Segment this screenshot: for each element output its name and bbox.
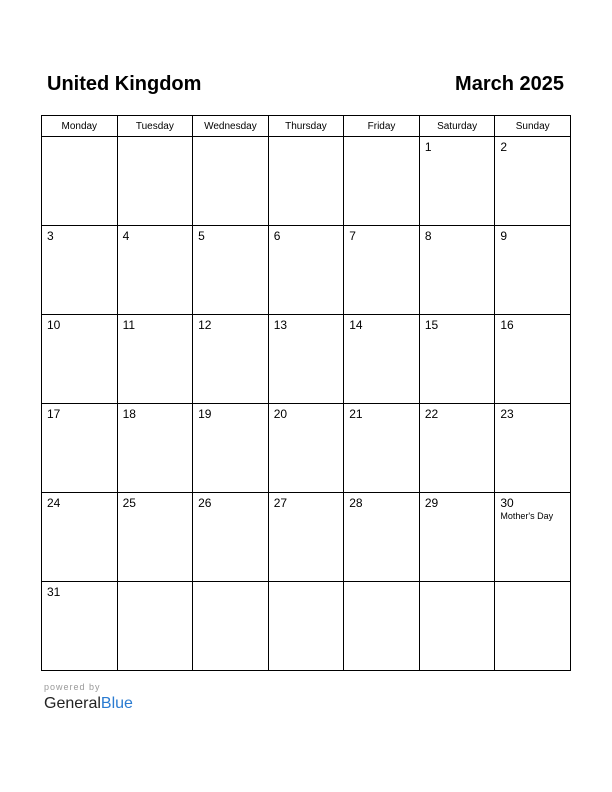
powered-by-text: powered by [44, 682, 101, 692]
day-number: 15 [424, 318, 439, 332]
week-row [42, 582, 571, 671]
day-cell [419, 493, 495, 582]
day-number: 31 [47, 585, 61, 599]
brand-name-blue: Blue [100, 695, 133, 712]
day-number: 28 [349, 496, 363, 510]
day-cell [193, 493, 269, 582]
empty-day-cell [117, 582, 193, 671]
day-number: 6 [273, 229, 281, 243]
empty-day-cell [419, 582, 495, 671]
day-cell [495, 137, 571, 226]
weekday-header-friday: Friday [344, 116, 420, 137]
brand-name-general: General [44, 695, 101, 712]
day-number: 29 [424, 496, 439, 510]
day-number: 24 [47, 496, 61, 510]
day-number: 26 [198, 496, 212, 510]
day-cell [495, 404, 571, 493]
day-number: 25 [122, 496, 136, 510]
day-cell [193, 404, 269, 493]
weekday-header-row [42, 116, 571, 137]
day-cell [344, 226, 420, 315]
day-cell [193, 226, 269, 315]
day-cell [42, 493, 118, 582]
day-number: 5 [198, 229, 205, 243]
empty-day-cell [193, 137, 269, 226]
day-cell [193, 315, 269, 404]
empty-day-cell [268, 137, 344, 226]
day-cell [42, 226, 118, 315]
day-number: 19 [198, 407, 212, 421]
day-number: 12 [198, 318, 212, 332]
empty-day-cell [495, 582, 571, 671]
day-cell [117, 493, 193, 582]
day-number: 23 [500, 407, 514, 421]
day-number: 20 [273, 407, 288, 421]
day-number: 16 [500, 318, 514, 332]
weekday-header-monday: Monday [42, 116, 118, 137]
week-row [42, 315, 571, 404]
day-number: 22 [424, 407, 439, 421]
weekday-header-sunday: Sunday [495, 116, 571, 137]
week-row [42, 493, 571, 582]
day-number: 10 [47, 318, 61, 332]
day-cell [268, 493, 344, 582]
day-cell [42, 404, 118, 493]
empty-day-cell [42, 137, 118, 226]
day-cell [117, 404, 193, 493]
weekday-header-tuesday: Tuesday [117, 116, 193, 137]
day-number: 3 [47, 229, 54, 243]
day-cell [419, 404, 495, 493]
empty-day-cell [344, 582, 420, 671]
empty-day-cell [268, 582, 344, 671]
weekday-header-wednesday: Wednesday [193, 116, 269, 137]
calendar-grid [41, 115, 571, 671]
day-number: 2 [500, 140, 508, 154]
country-title: United Kingdom [47, 73, 202, 95]
empty-day-cell [344, 137, 420, 226]
day-cell [117, 226, 193, 315]
day-cell [42, 315, 118, 404]
day-cell [344, 404, 420, 493]
empty-day-cell [193, 582, 269, 671]
day-cell [268, 315, 344, 404]
day-cell [268, 226, 344, 315]
day-number: 21 [349, 407, 363, 421]
day-number: 8 [424, 229, 432, 243]
week-row [42, 137, 571, 226]
brand-logo[interactable] [44, 694, 133, 714]
day-cell [42, 582, 118, 671]
day-cell [495, 226, 571, 315]
day-number: 30 [500, 496, 514, 510]
empty-day-cell [117, 137, 193, 226]
day-cell [419, 226, 495, 315]
day-number: 11 [122, 318, 136, 332]
weekday-header-saturday: Saturday [419, 116, 495, 137]
week-row [42, 226, 571, 315]
day-cell [344, 315, 420, 404]
day-cell [344, 493, 420, 582]
day-number: 7 [349, 229, 356, 243]
holiday-label: Mother's Day [500, 511, 554, 521]
day-cell [117, 315, 193, 404]
day-cell [268, 404, 344, 493]
day-number: 18 [122, 407, 136, 421]
day-number: 1 [424, 140, 432, 154]
day-cell [495, 493, 571, 582]
day-number: 27 [273, 496, 288, 510]
day-number: 9 [500, 229, 508, 243]
day-number: 14 [349, 318, 363, 332]
month-year-title: March 2025 [455, 73, 564, 95]
week-row [42, 404, 571, 493]
day-number: 4 [122, 229, 130, 243]
day-cell [419, 137, 495, 226]
day-cell [495, 315, 571, 404]
day-number: 17 [47, 407, 61, 421]
weekday-header-thursday: Thursday [268, 116, 344, 137]
footer-branding [44, 682, 133, 714]
day-number: 13 [273, 318, 288, 332]
day-cell [419, 315, 495, 404]
